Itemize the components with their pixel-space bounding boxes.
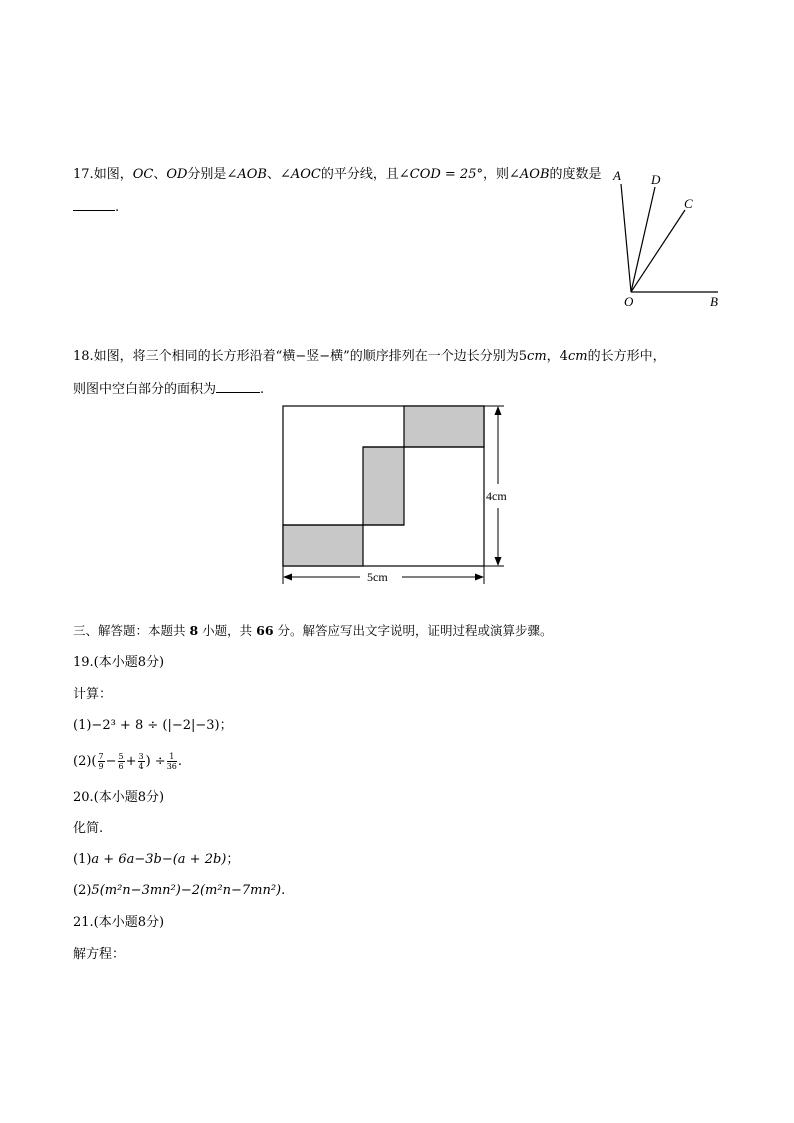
width-label: 5cm xyxy=(367,570,388,584)
q17-text: ，则 xyxy=(482,167,509,182)
q18-line1 xyxy=(73,348,666,366)
q20-expr-1: a + 6a−3b−(a + 2b) xyxy=(91,852,227,867)
q17-angle-figure xyxy=(600,162,730,312)
operator: + xyxy=(125,754,137,769)
q17-oc: OC xyxy=(132,167,154,182)
arrow-left xyxy=(283,574,292,581)
q19-part1 xyxy=(73,717,233,735)
q17-text: 如图， xyxy=(93,167,133,182)
ray-oa xyxy=(621,184,631,292)
q20-expr-2: 5(m²n−3mn²)−2(m²n−7mn²) xyxy=(91,883,282,898)
q18-text: 则图中空白部分的面积为 xyxy=(73,382,217,397)
label-b: B xyxy=(710,294,718,309)
q21-header: 21.(本小题8分) xyxy=(73,915,165,930)
q18-rectangle-figure xyxy=(270,398,520,590)
q20-header: 20.(本小题8分) xyxy=(73,790,165,805)
section-count: 8 xyxy=(189,623,199,638)
q18-text: 的长方形中， xyxy=(587,349,666,364)
q17-answer-blank xyxy=(73,198,115,211)
q19-header: 19.(本小题8分) xyxy=(73,655,165,670)
q17-period: . xyxy=(115,200,120,215)
q20-part1 xyxy=(73,851,239,869)
period: . xyxy=(177,754,183,769)
q18-text: ， xyxy=(546,349,560,364)
numerator: 1 xyxy=(167,752,177,762)
period: . xyxy=(281,883,286,898)
q17-text: 的平分线，且 xyxy=(320,167,399,182)
q17-text: 的度数是 xyxy=(549,167,602,182)
arrow-down xyxy=(495,557,502,566)
part-label: (2) xyxy=(73,883,92,898)
q18-value-5: 5 xyxy=(518,349,528,364)
q21-instruction: 解方程： xyxy=(73,947,126,962)
fraction-5-6 xyxy=(118,752,125,771)
q18-unit: cm xyxy=(567,349,588,364)
q17-angle-aob-2: ∠AOB xyxy=(509,167,550,182)
ray-od xyxy=(631,187,655,292)
q17-text: 、 xyxy=(266,167,280,182)
denominator: 36 xyxy=(166,762,177,771)
fraction-3-4 xyxy=(138,752,145,771)
operator: − xyxy=(105,754,117,769)
arrow-up xyxy=(495,406,502,415)
q17-od: OD xyxy=(166,167,188,182)
denominator: 9 xyxy=(98,762,104,771)
q18-unit: cm xyxy=(527,349,547,364)
fraction-7-9 xyxy=(98,752,105,771)
q19-expr-1: −2³ + 8 ÷ (|−2|−3)； xyxy=(91,718,233,733)
q17-line2 xyxy=(73,198,119,217)
q19-instruction: 计算： xyxy=(73,687,113,702)
q17-line1 xyxy=(73,166,602,184)
part-label: (1) xyxy=(73,852,92,867)
ray-oc xyxy=(631,210,685,292)
section-3-heading xyxy=(73,622,553,640)
section-score: 66 xyxy=(256,623,274,638)
q17-condition: ∠COD = 25° xyxy=(398,167,483,182)
q17-number: 17. xyxy=(73,167,94,182)
denominator: 6 xyxy=(118,762,124,771)
arrow-right xyxy=(475,574,484,581)
label-c: C xyxy=(684,196,693,211)
part-label: (1) xyxy=(73,718,92,733)
height-label: 4cm xyxy=(486,489,507,503)
q20-instruction: 化简. xyxy=(73,821,104,836)
denominator: 4 xyxy=(138,762,144,771)
q20-part2 xyxy=(73,882,285,900)
q17-angle-aob: ∠AOB xyxy=(226,167,267,182)
q18-answer-blank xyxy=(216,380,260,393)
section-text: 分。解答应写出文字说明，证明过程或演算步骤。 xyxy=(273,623,553,638)
q17-text: 、 xyxy=(153,167,167,182)
shaded-rect-top xyxy=(404,406,484,447)
operator: ) ÷ xyxy=(145,754,166,769)
semicolon: ； xyxy=(226,852,240,867)
q18-text: 18.如图，将三个相同的长方形沿着“横−竖−横”的顺序排列在一个边长分别为 xyxy=(73,349,519,364)
q19-part2 xyxy=(73,752,182,771)
q17-angle-aoc: ∠AOC xyxy=(279,167,321,182)
q18-value-4: 4 xyxy=(559,349,568,364)
section-text: 三、解答题：本题共 xyxy=(73,623,190,638)
shaded-rect-bottom xyxy=(283,525,363,566)
label-o: O xyxy=(624,294,634,309)
section-text: 小题，共 xyxy=(198,623,257,638)
label-d: D xyxy=(651,172,661,187)
numerator: 7 xyxy=(98,752,104,761)
shaded-rect-middle xyxy=(363,447,404,525)
fraction-1-36 xyxy=(167,752,177,771)
q18-period: . xyxy=(260,382,265,397)
q18-line2 xyxy=(73,380,264,399)
numerator: 3 xyxy=(138,752,144,761)
part-label: (2)( xyxy=(73,754,97,769)
q17-text: 分别是 xyxy=(187,167,227,182)
label-a: A xyxy=(613,168,621,183)
numerator: 5 xyxy=(118,752,124,761)
